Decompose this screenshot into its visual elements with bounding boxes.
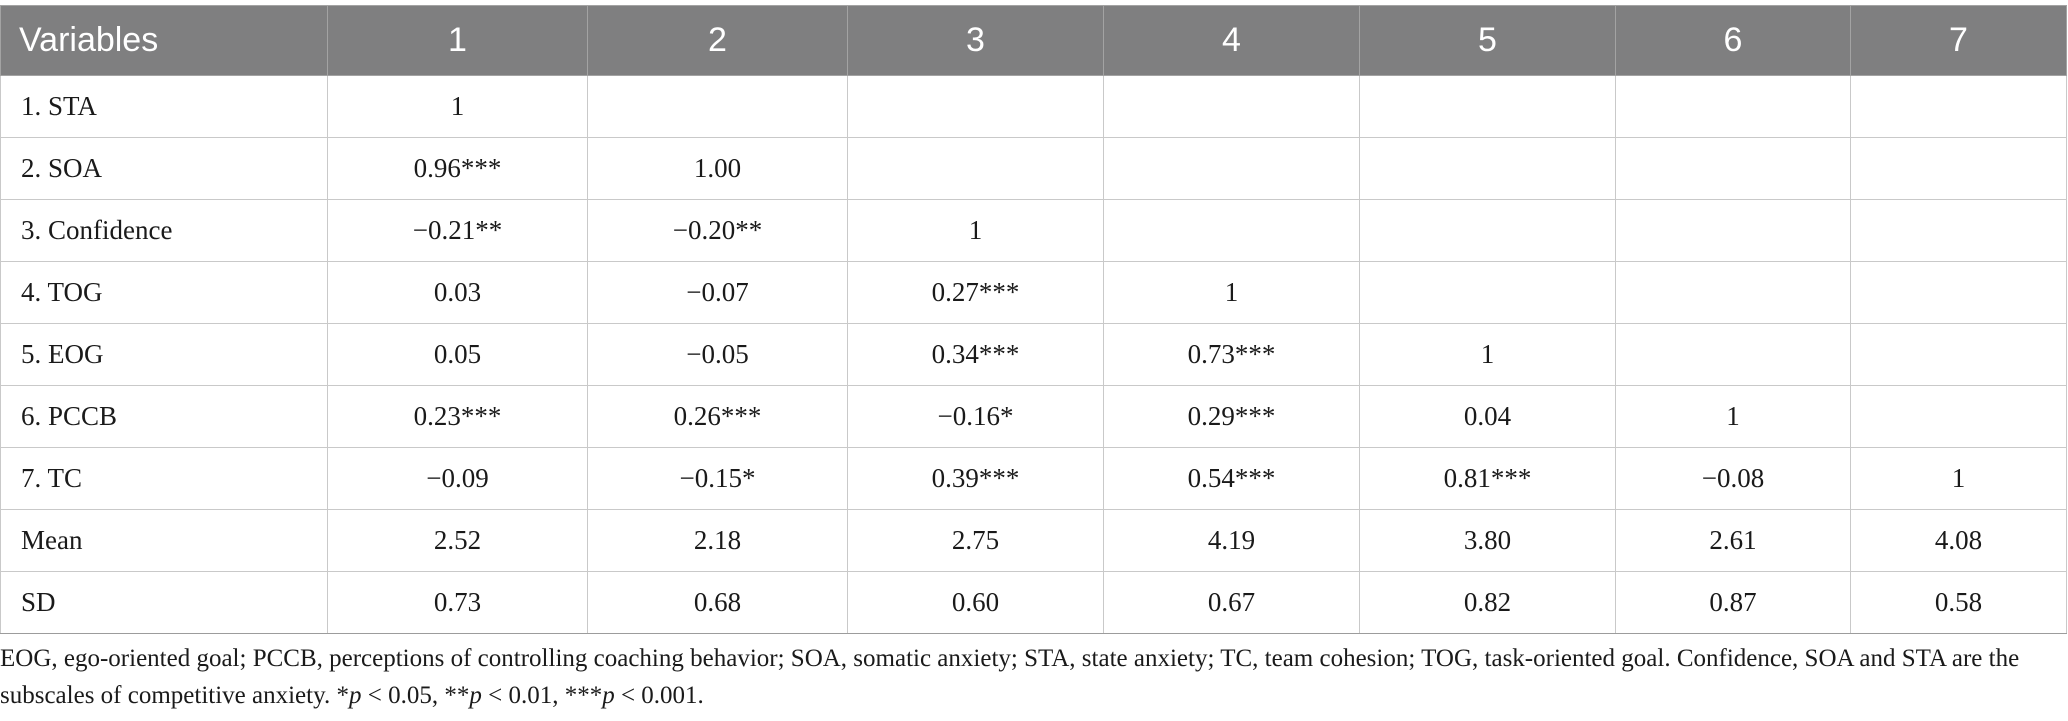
table-cell — [1851, 138, 2067, 200]
table-cell: 0.96*** — [328, 138, 588, 200]
table-cell: 0.34*** — [848, 324, 1104, 386]
table-cell — [1851, 200, 2067, 262]
table-cell — [848, 76, 1104, 138]
table-cell: −0.16* — [848, 386, 1104, 448]
table-cell: 2.18 — [588, 510, 848, 572]
table-cell: 4.19 — [1104, 510, 1360, 572]
sig-marker: ** — [444, 682, 470, 709]
sig-threshold: < 0.01, — [481, 682, 565, 709]
table-cell: −0.07 — [588, 262, 848, 324]
table-cell: 2.61 — [1616, 510, 1851, 572]
table-cell: 0.68 — [588, 572, 848, 634]
table-cell — [1360, 138, 1616, 200]
table-cell — [1104, 76, 1360, 138]
footnote-text: EOG, ego-oriented goal; PCCB, perceptions of controlling coaching behavior; SOA, somatic anxiety; STA, state anxiety; TC, team cohesion; TOG, task-oriented goal. Confidence, SOA and STA are the subscales of competitive anxiety. — [0, 645, 2020, 709]
table-cell: 1 — [1104, 262, 1360, 324]
table-cell — [1851, 76, 2067, 138]
table-cell — [1851, 324, 2067, 386]
header-row — [1, 6, 2067, 76]
table-cell: 0.58 — [1851, 572, 2067, 634]
table-cell: 1 — [1851, 448, 2067, 510]
row-label: 3. Confidence — [1, 200, 328, 262]
table-cell — [588, 76, 848, 138]
row-label: 7. TC — [1, 448, 328, 510]
row-label: 1. STA — [1, 76, 328, 138]
header-col-5: 5 — [1360, 6, 1616, 76]
table-cell: 1 — [1360, 324, 1616, 386]
table-cell — [1360, 76, 1616, 138]
header-col-3: 3 — [848, 6, 1104, 76]
table-cell: 0.04 — [1360, 386, 1616, 448]
table-row — [1, 76, 2067, 138]
table-cell: −0.15* — [588, 448, 848, 510]
correlation-table-container — [0, 5, 2068, 634]
table-cell: −0.05 — [588, 324, 848, 386]
p-symbol: p — [602, 682, 615, 709]
header-col-4: 4 — [1104, 6, 1360, 76]
table-cell: 0.54*** — [1104, 448, 1360, 510]
table-row — [1, 386, 2067, 448]
table-cell: 0.05 — [328, 324, 588, 386]
table-cell — [1360, 262, 1616, 324]
sig-marker: * — [336, 682, 349, 709]
table-cell — [1616, 262, 1851, 324]
row-label: 2. SOA — [1, 138, 328, 200]
table-cell: 0.29*** — [1104, 386, 1360, 448]
table-cell: 1 — [848, 200, 1104, 262]
table-row — [1, 324, 2067, 386]
table-cell: 0.73 — [328, 572, 588, 634]
header-col-6: 6 — [1616, 6, 1851, 76]
correlation-table — [0, 5, 2067, 634]
header-col-7: 7 — [1851, 6, 2067, 76]
table-cell: −0.20** — [588, 200, 848, 262]
table-cell — [1616, 138, 1851, 200]
table-row — [1, 138, 2067, 200]
table-row — [1, 572, 2067, 634]
table-cell: 0.81*** — [1360, 448, 1616, 510]
row-label: 6. PCCB — [1, 386, 328, 448]
table-cell — [1851, 386, 2067, 448]
table-cell: 3.80 — [1360, 510, 1616, 572]
table-cell — [1104, 138, 1360, 200]
table-cell — [1104, 200, 1360, 262]
table-cell: −0.21** — [328, 200, 588, 262]
table-cell: −0.09 — [328, 448, 588, 510]
table-row — [1, 200, 2067, 262]
table-cell: 0.23*** — [328, 386, 588, 448]
table-cell — [1616, 200, 1851, 262]
table-footnote — [0, 640, 2060, 714]
table-cell — [1851, 262, 2067, 324]
table-cell: −0.08 — [1616, 448, 1851, 510]
header-col-2: 2 — [588, 6, 848, 76]
table-cell: 0.03 — [328, 262, 588, 324]
table-cell: 0.82 — [1360, 572, 1616, 634]
table-cell: 1 — [328, 76, 588, 138]
row-label: 5. EOG — [1, 324, 328, 386]
row-label: 4. TOG — [1, 262, 328, 324]
table-cell: 0.87 — [1616, 572, 1851, 634]
row-label: SD — [1, 572, 328, 634]
table-cell: 2.52 — [328, 510, 588, 572]
table-cell — [1360, 200, 1616, 262]
table-cell: 1.00 — [588, 138, 848, 200]
table-row — [1, 262, 2067, 324]
table-cell: 0.73*** — [1104, 324, 1360, 386]
p-symbol: p — [348, 682, 362, 709]
sig-threshold: < 0.001. — [614, 682, 704, 709]
table-cell: 2.75 — [848, 510, 1104, 572]
sig-marker: *** — [564, 682, 603, 709]
table-cell: 0.60 — [848, 572, 1104, 634]
table-cell: 0.67 — [1104, 572, 1360, 634]
table-cell: 0.27*** — [848, 262, 1104, 324]
sig-threshold: < 0.05, — [361, 682, 445, 709]
p-symbol: p — [469, 682, 482, 709]
table-cell: 1 — [1616, 386, 1851, 448]
table-cell: 0.26*** — [588, 386, 848, 448]
row-label: Mean — [1, 510, 328, 572]
header-col-1: 1 — [328, 6, 588, 76]
table-row — [1, 510, 2067, 572]
table-row — [1, 448, 2067, 510]
table-cell — [848, 138, 1104, 200]
table-cell — [1616, 76, 1851, 138]
header-variables: Variables — [1, 6, 328, 76]
table-cell: 4.08 — [1851, 510, 2067, 572]
table-cell — [1616, 324, 1851, 386]
table-cell: 0.39*** — [848, 448, 1104, 510]
